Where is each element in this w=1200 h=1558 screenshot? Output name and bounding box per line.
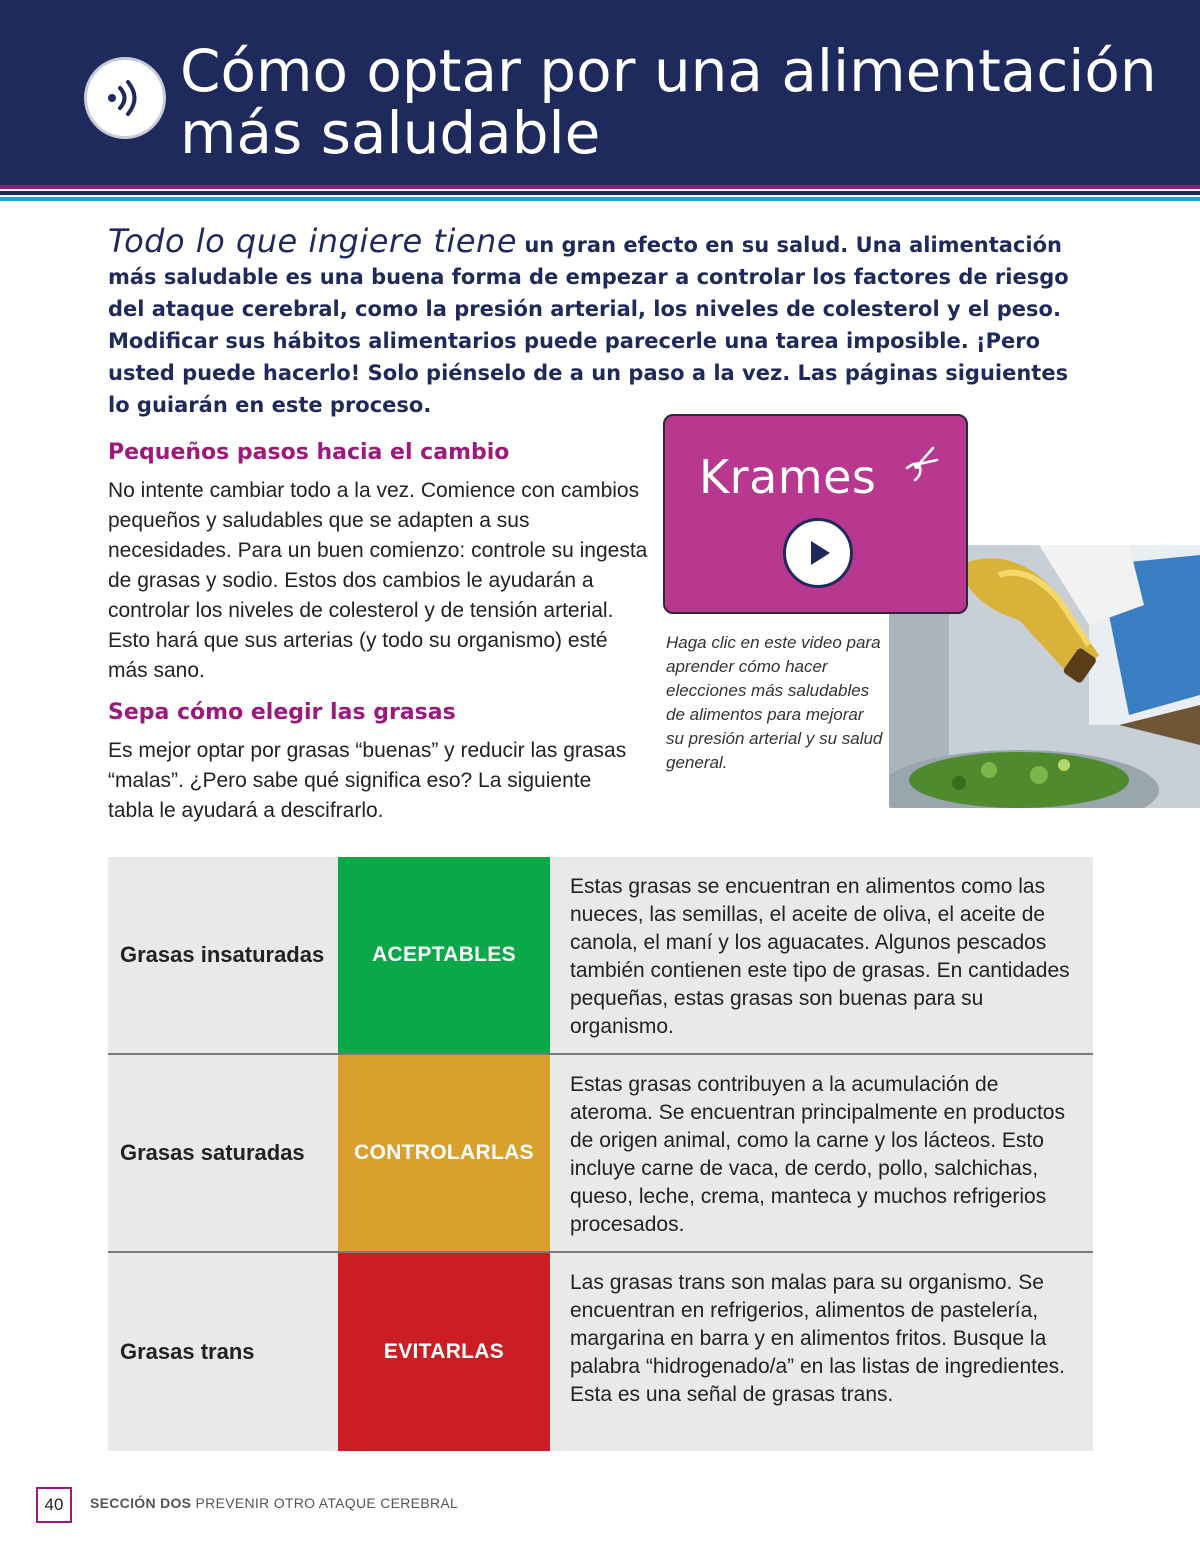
status-badge: ACEPTABLES xyxy=(338,857,550,1053)
page-title-line2: más saludable xyxy=(180,99,601,167)
section-body-choose-fats: Es mejor optar por grasas “buenas” y reducir las grasas “malas”. ¿Pero sabe qué significa eso? La siguiente tabla le ayudará a descifrarlo. xyxy=(108,739,627,822)
status-badge: EVITARLAS xyxy=(338,1253,550,1451)
intro-paragraph xyxy=(108,222,1088,421)
video-player[interactable] xyxy=(663,414,968,614)
fats-table xyxy=(108,857,1093,1451)
stripe-teal xyxy=(0,197,1200,201)
hummingbird-logo-icon xyxy=(903,444,939,484)
video-brand: Krames xyxy=(699,450,877,504)
audio-button[interactable] xyxy=(84,57,166,139)
stripe-navy xyxy=(0,191,1200,195)
play-icon xyxy=(801,536,835,570)
section-heading-choose-fats: Sepa cómo elegir las grasas xyxy=(108,700,456,725)
footer-section xyxy=(90,1495,458,1511)
fat-description: Estas grasas se encuentran en alimentos como las nueces, las semillas, el aceite de oliva, el aceite de canola, el maní y los aguacates. Algunos pescados también contienen este tipo de grasas. En cantidades pequeñas, estas grasas son buenas para su organismo. xyxy=(570,875,1070,1038)
stripe-magenta xyxy=(0,185,1200,189)
table-row xyxy=(108,1055,1093,1253)
page-number: 40 xyxy=(36,1487,72,1523)
status-badge: CONTROLARLAS xyxy=(338,1055,550,1251)
table-row xyxy=(108,1253,1093,1451)
fat-type: Grasas insaturadas xyxy=(120,942,325,967)
section-body-small-steps: No intente cambiar todo a la vez. Comience con cambios pequeños y saludables que se adapten a sus necesidades. Para un buen comienzo: controle su ingesta de grasas y sodio. Estos dos cambios le ayudarán a controlar los niveles de colesterol y de tensión arterial. Esto hará que sus arterias (y todo su organismo) esté más sano. xyxy=(108,479,648,682)
fat-description: Las grasas trans son malas para su organismo. Se encuentran en refrigerios, alimentos de pastelería, margarina en barra y en alimentos fritos. Busque la palabra “hidrogenado/a” en las listas de ingredientes. Esta es una señal de grasas trans. xyxy=(570,1271,1065,1406)
intro-lead: Todo lo que ingiere tiene xyxy=(108,222,517,260)
play-button[interactable] xyxy=(783,518,853,588)
fat-type: Grasas trans xyxy=(120,1339,255,1364)
footer-section-label: SECCIÓN DOS xyxy=(90,1495,192,1511)
header-banner xyxy=(0,0,1200,185)
video-caption: Haga clic en este video para aprender cómo hacer elecciones más saludables de alimentos para mejorar su presión arterial y su salud general. xyxy=(666,633,883,772)
intro-text: un gran efecto en su salud. Una alimentación más saludable es una buena forma de empezar a controlar los factores de riesgo del ataque cerebral, como la presión arterial, los niveles de colesterol y el peso. Modificar sus hábitos alimentarios puede parecerle una tarea imposible. ¡Pero usted puede hacerlo! Solo piénselo de a un paso a la vez. Las páginas siguientes lo guiarán en este proceso. xyxy=(108,233,1069,417)
footer-section-title: PREVENIR OTRO ATAQUE CEREBRAL xyxy=(195,1495,459,1511)
audio-waves-icon xyxy=(103,76,147,120)
fat-description: Estas grasas contribuyen a la acumulación de ateroma. Se encuentran principalmente en productos de origen animal, como la carne y los lácteos. Esto incluye carne de vaca, de cerdo, pollo, salchichas, queso, leche, crema, manteca y muchos refrigerios procesados. xyxy=(570,1073,1065,1236)
header-stripes xyxy=(0,185,1200,205)
table-row xyxy=(108,857,1093,1055)
page-title-line1: Cómo optar por una alimentación xyxy=(180,37,1157,105)
section-heading-small-steps: Pequeños pasos hacia el cambio xyxy=(108,440,510,465)
page-title xyxy=(180,37,1180,167)
fat-type: Grasas saturadas xyxy=(120,1140,305,1165)
